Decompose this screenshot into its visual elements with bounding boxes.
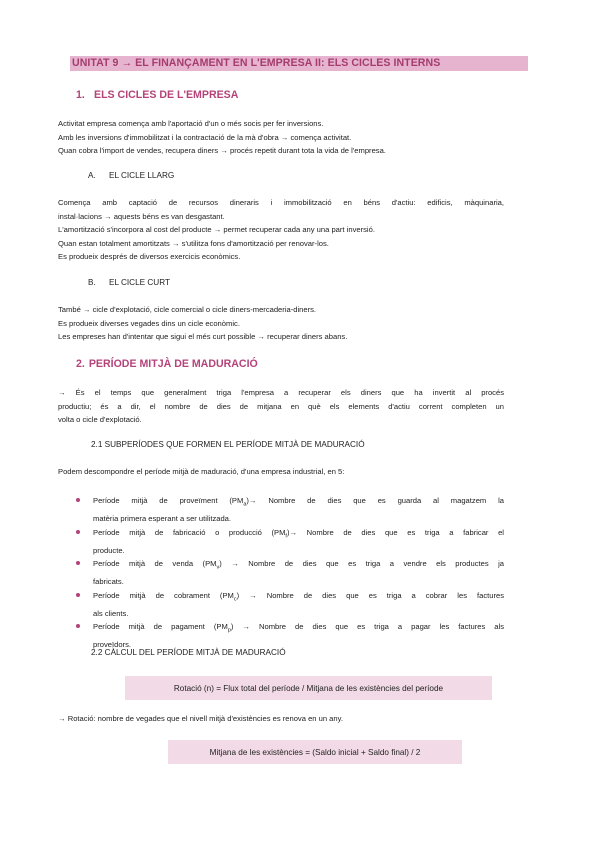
cicle-llarg-text	[58, 196, 504, 264]
list-item	[76, 620, 504, 652]
bullet-icon	[76, 624, 80, 628]
cicle-curt-heading	[88, 278, 170, 287]
subsection-2-2-heading: 2.2 CÀLCUL DEL PERÍODE MITJÀ DE MADURACIÓ	[91, 648, 286, 657]
section-1-title: ELS CICLES DE L'EMPRESA	[94, 89, 239, 101]
item-description-cont: fabricats.	[93, 577, 124, 587]
bullet-icon	[76, 498, 80, 502]
subperiods-list	[76, 494, 504, 652]
text-line: Es produeix diverses vegades dins un cicle econòmic.	[58, 318, 240, 328]
text-line: → Rotació: nombre de vegades que el nivell mitjà d'existències es renova en un any.	[58, 714, 343, 723]
item-description: )→ Nombre de dies que es triga a fabricar el	[286, 527, 504, 537]
cicle-curt-title: EL CICLE CURT	[109, 278, 170, 287]
bullet-icon	[76, 593, 80, 597]
item-label: Període mitjà de proveïment (PM	[93, 496, 244, 505]
list-item	[76, 589, 504, 621]
item-description-cont: producte.	[93, 545, 125, 555]
subsection-2-1-heading: 2.1 SUBPERÍODES QUE FORMEN EL PERÍODE MITJÀ DE MADURACIÓ	[91, 440, 365, 449]
section-2-heading	[76, 358, 258, 370]
item-description: ) → Nombre de dies que es triga a pagar les factures als	[230, 622, 505, 632]
item-label: Període mitjà de cobrament (PM	[93, 590, 234, 600]
text-line: Amb les inversions d'immobilitzat i la contractació de la mà d'obra → comença activitat.	[58, 132, 352, 142]
item-label: Període mitjà de fabricació o producció (PM	[93, 527, 286, 537]
item-description-cont: matèria primera esperant a ser utilitzada.	[93, 514, 232, 524]
item-subscript: p	[227, 627, 231, 634]
text-line: volta o cicle d'explotació.	[58, 415, 142, 425]
rotacio-note	[58, 712, 504, 726]
item-description: )→ Nombre de dies que es guarda al magatzem la	[246, 496, 504, 505]
text-line: Quan cobra l'import de vendes, recupera diners → procés repetit durant tota la vida de l'empresa.	[58, 146, 386, 156]
unit-title: UNITAT 9 → EL FINANÇAMENT EN L'EMPRESA II: ELS CICLES INTERNS	[72, 57, 441, 69]
section-2-definition	[58, 386, 504, 427]
text-line: L'amortització s'incorpora al cost del producte → permet recuperar cada any una part inversió.	[58, 225, 375, 235]
item-subscript: f	[285, 533, 287, 540]
cicle-llarg-title: EL CICLE LLARG	[109, 171, 175, 180]
cicle-llarg-heading	[88, 171, 174, 180]
cicle-llarg-letter: A.	[88, 171, 96, 180]
text-line: Activitat empresa comença amb l'aportació d'un o més socis per fer inversions.	[58, 119, 324, 128]
subsection-2-1-intro	[58, 465, 504, 479]
formula-rotacio-box: Rotació (n) = Flux total del període / Mitjana de les existències del període	[125, 676, 492, 700]
cicle-curt-letter: B.	[88, 278, 96, 287]
list-item	[76, 526, 504, 558]
cicle-curt-text	[58, 303, 504, 344]
section-1-intro	[58, 117, 504, 158]
text-line: productiu; és a dir, el nombre de dies de mitjana en què els elements d'actiu corrent completen un	[58, 401, 504, 411]
text-line: Quan estan totalment amortitzats → s'utilitza fons d'amortització per renovar-los.	[58, 238, 329, 248]
item-description-cont: als clients.	[93, 608, 129, 618]
item-label: Període mitjà de venda (PM	[93, 559, 217, 569]
list-item	[76, 494, 504, 526]
section-2-title: PERÍODE MITJÀ DE MADURACIÓ	[88, 358, 258, 370]
item-description-cont: proveïdors.	[93, 640, 131, 650]
item-subscript: c	[233, 596, 237, 603]
text-line: Comença amb captació de recursos dineraris i immobilització en béns d'actiu: edificis, màquinaria,	[58, 198, 504, 207]
item-label: Període mitjà de pagament (PM	[93, 622, 228, 632]
bullet-icon	[76, 530, 80, 534]
item-subscript: v	[216, 564, 220, 571]
list-item	[76, 557, 504, 589]
text-line: Les empreses han d'intentar que sigui el més curt possible → recuperar diners abans.	[58, 332, 348, 342]
item-description: ) → Nombre de dies que es triga a vendre els productes ja	[219, 559, 504, 569]
text-line: Es produeix després de diversos exercicis econòmics.	[58, 252, 241, 262]
text-line: Podem descompondre el període mitjà de maduració, d'una empresa industrial, en 5:	[58, 467, 345, 476]
section-1-number: 1.	[76, 89, 85, 101]
section-1-heading	[76, 89, 238, 101]
formula-mitjana-box: Mitjana de les existències = (Saldo inicial + Saldo final) / 2	[168, 740, 462, 764]
bullet-icon	[76, 561, 80, 565]
text-line: → És el temps que generalment triga l'empresa a recuperar els diners que ha invertit al procés	[58, 388, 504, 397]
text-line: instal·lacions → aquests béns es van desgastant.	[58, 211, 225, 221]
item-description: ) → Nombre de dies que es triga a cobrar les factures	[236, 590, 504, 600]
item-subscript: a	[243, 501, 247, 508]
section-2-number: 2.	[76, 358, 85, 370]
text-line: També → cicle d'explotació, cicle comercial o cicle diners-mercaderia-diners.	[58, 305, 317, 314]
